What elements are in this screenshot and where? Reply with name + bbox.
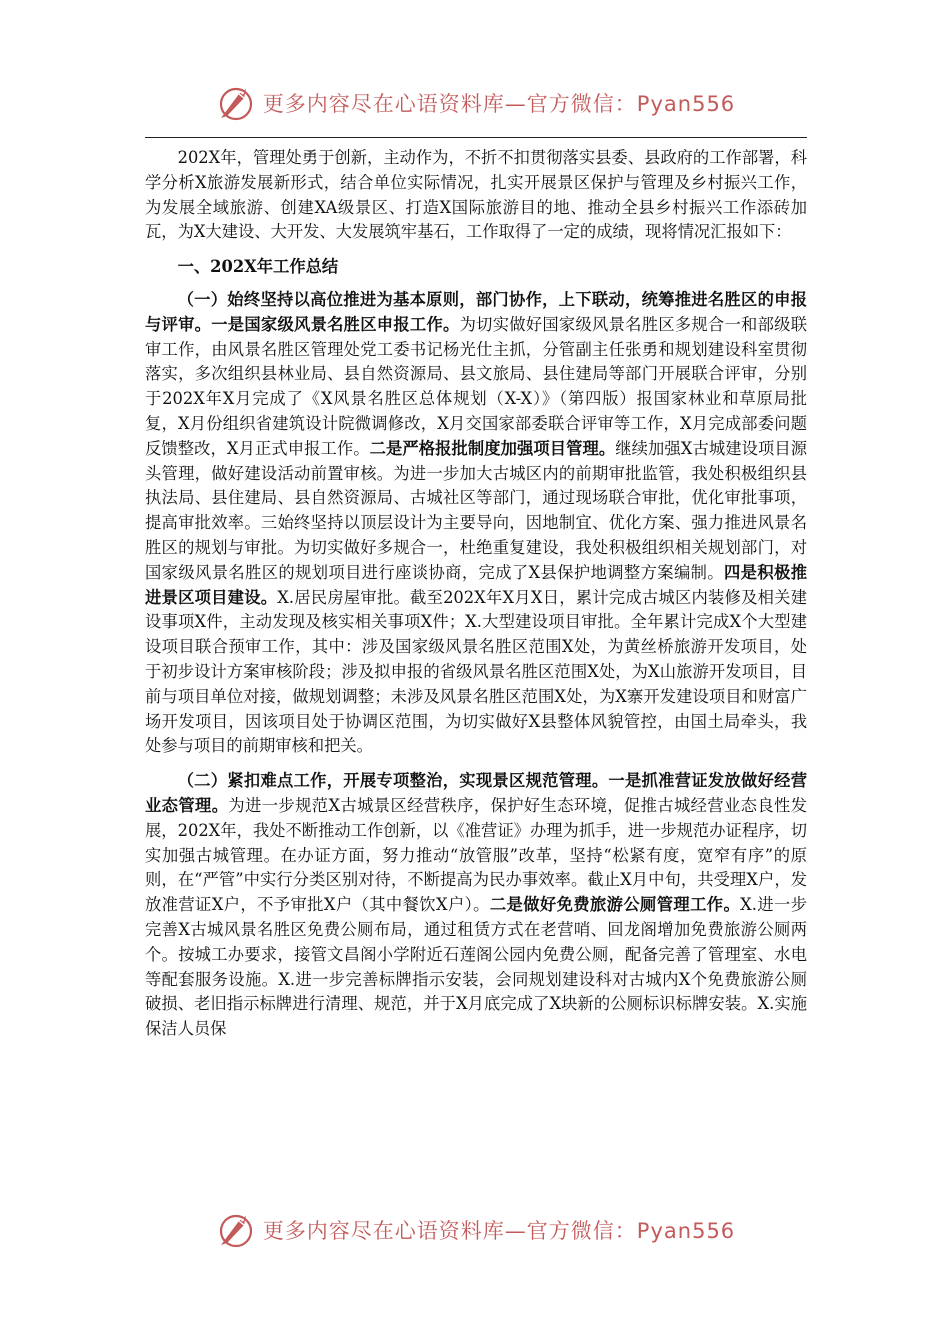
pen-nib-logo-icon xyxy=(215,1209,257,1251)
section1-sub4-text: X.居民房屋审批。截至202X年X月X日，累计完成古城区内装修及相关建设事项X件，主动发现及核实相关事项X件；X.大型建设项目审批。全年累计完成X个大型建设项目联合预审工作，其中：涉及国家级风景名胜区范围X处，为黄丝桥旅游开发项目，处于初步设计方案审核阶段；涉及拟申报的省级风景名胜区范围X处，为X山旅游开发项目，目前与项目单位对接，做规划调整；未涉及风景名胜区范围X处，为X寨开发建设项目和财富广场开发项目，因该项目处于协调区范围，为切实做好X县整体风貌管控，由国土局牵头，我处参与项目的前期审核和把关。 xyxy=(145,587,807,756)
section-heading: 一、202X年工作总结 xyxy=(177,257,339,277)
section1-sub1-text: 为切实做好国家级风景名胜区多规合一和部级联审工作，由风景名胜区管理处党工委书记杨光仕主抓，分管副主任张勇和规划建设科室贯彻落实，多次组织县林业局、县自然资源局、县文旅局、县住建局等部门开展联合评审，分别于202X年X月完成了《X风景名胜区总体规划（X-X）》（第四版）报国家林业和草原局批复，X月份组织省建筑设计院微调修改，X月交国家部委联合评审等工作，X月完成部委问题反馈整改，X月正式申报工作。 xyxy=(145,314,807,458)
watermark-text: 更多内容尽在心语资料库—官方微信：Pyan556 xyxy=(262,92,736,116)
section2-sub1-title: 一是抓准营证发放做好经营业态管理。 xyxy=(145,771,807,815)
watermark-text: 更多内容尽在心语资料库—官方微信：Pyan556 xyxy=(262,1219,736,1243)
watermark-banner-top xyxy=(0,78,950,128)
section2-sub1-text: 为进一步规范X古城景区经营秩序，保护好生态环境，促推古城经营业态良性发展，202X年，我处不断推动工作创新，以《准营证》办理为抓手，进一步规范办证程序，切实加强古城管理。在办证方面，努力推动“放管服”改革，坚持“松紧有度，宽窄有序”的原则，在“严管”中实行分类区别对待，不断提高为民办事效率。截止X月中旬，共受理X户，发放准营证X户，不予审批X户（其中餐饮X户）。 xyxy=(145,795,807,915)
section1-sub2-text: 继续加强X古城建设项目源头管理，做好建设活动前置审核。为进一步加大古城区内的前期审批监管，我处积极组织县执法局、县住建局、县自然资源局、古城社区等部门，通过现场联合审批，优化审批事项，提高审批效率。三始终坚持以顶层设计为主要导向，因地制宜、优化方案、强力推进风景名胜区的规划与审批。为切实做好多规合一，杜绝重复建设，我处积极组织相关规划部门，对国家级风景名胜区的规划项目进行座谈协商，完成了X县保护地调整方案编制。 xyxy=(145,438,807,582)
section1-sub1-title: 一是国家级风景名胜区申报工作。 xyxy=(211,314,460,334)
section1-title: （一）始终坚持以高位推进为基本原则，部门协作，上下联动，统筹推进名胜区的申报与评审。 xyxy=(145,289,807,334)
pen-nib-logo-icon xyxy=(215,82,257,124)
section1-paragraph xyxy=(145,288,807,759)
section2-sub2-text: X.进一步完善X古城风景名胜区免费公厕布局，通过租赁方式在老营哨、回龙阁增加免费旅游公厕两个。按城工办要求，接管文昌阁小学附近石莲阁公园内免费公厕，配备完善了管理室、水电等配套服务设施。X.进一步完善标牌指示安装，会同规划建设科对古城内X个免费旅游公厕破损、老旧指示标牌进行清理、规范，并于X月底完成了X块新的公厕标识标牌安装。X.实施保洁人员保 xyxy=(145,895,807,1039)
section1-sub4-title: 四是积极推进景区项目建设。 xyxy=(145,562,807,607)
section2-title: （二）紧扣难点工作，开展专项整治，实现景区规范管理。 xyxy=(177,771,609,791)
section2-paragraph xyxy=(145,769,807,1042)
watermark-banner-bottom xyxy=(0,1205,950,1255)
section2-sub2-title: 二是做好免费旅游公厕管理工作。 xyxy=(489,895,741,915)
intro-paragraph: 202X年，管理处勇于创新，主动作为，不折不扣贯彻落实县委、县政府的工作部署，科学分析X旅游发展新形式，结合单位实际情况，扎实开展景区保护与管理及乡村振兴工作，为发展全域旅游、创建XA级景区、打造X国际旅游目的地、推动全县乡村振兴工作添砖加瓦，为X大建设、大开发、大发展筑牢基石，工作取得了一定的成绩，现将情况汇报如下： xyxy=(145,148,807,242)
section1-sub2-title: 二是严格报批制度加强项目管理。 xyxy=(369,438,616,458)
header-divider xyxy=(145,137,807,138)
document-body xyxy=(145,146,807,1042)
